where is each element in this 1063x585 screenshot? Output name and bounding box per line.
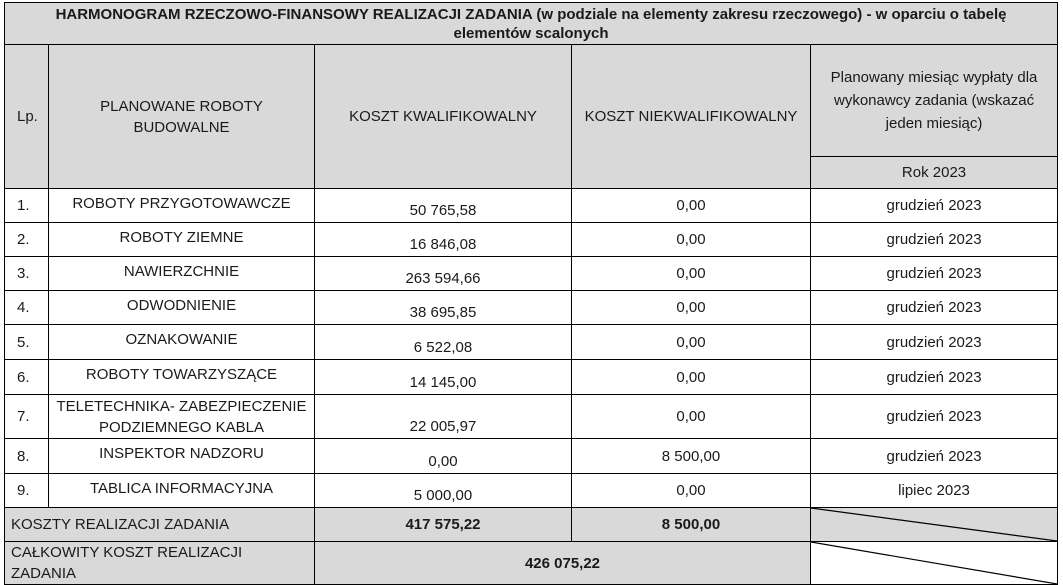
row-ineligible: 0,00 bbox=[572, 360, 811, 395]
grand-total: 426 075,22 bbox=[315, 542, 811, 585]
row-lp: 3. bbox=[5, 257, 49, 291]
row-ineligible: 0,00 bbox=[572, 325, 811, 360]
row-lp: 4. bbox=[5, 291, 49, 325]
row-name: TABLICA INFORMACYJNA bbox=[49, 474, 315, 508]
row-lp: 9. bbox=[5, 474, 49, 508]
row-month: grudzień 2023 bbox=[811, 395, 1058, 439]
row-lp: 1. bbox=[5, 189, 49, 223]
row-eligible: 6 522,08 bbox=[315, 325, 572, 360]
eligible-total: 417 575,22 bbox=[315, 508, 572, 542]
row-ineligible: 0,00 bbox=[572, 257, 811, 291]
table-row bbox=[5, 325, 1058, 360]
row-eligible: 50 765,58 bbox=[315, 189, 572, 223]
row-name: OZNAKOWANIE bbox=[49, 325, 315, 360]
header-lp: Lp. bbox=[5, 45, 49, 189]
row-lp: 5. bbox=[5, 325, 49, 360]
row-ineligible: 0,00 bbox=[572, 223, 811, 257]
schedule-table bbox=[4, 2, 1058, 585]
row-eligible: 22 005,97 bbox=[315, 395, 572, 439]
table-row bbox=[5, 223, 1058, 257]
row-ineligible: 0,00 bbox=[572, 474, 811, 508]
diagonal-line bbox=[811, 542, 1057, 584]
table-row bbox=[5, 291, 1058, 325]
row-name: ROBOTY PRZYGOTOWAWCZE bbox=[49, 189, 315, 223]
row-ineligible: 8 500,00 bbox=[572, 439, 811, 474]
row-lp: 6. bbox=[5, 360, 49, 395]
row-month: grudzień 2023 bbox=[811, 291, 1058, 325]
header-ineligible: KOSZT NIEKWALIFIKOWALNY bbox=[572, 45, 811, 189]
row-eligible: 38 695,85 bbox=[315, 291, 572, 325]
row-month: lipiec 2023 bbox=[811, 474, 1058, 508]
row-name: NAWIERZCHNIE bbox=[49, 257, 315, 291]
row-month: grudzień 2023 bbox=[811, 360, 1058, 395]
row-eligible: 16 846,08 bbox=[315, 223, 572, 257]
row-eligible: 263 594,66 bbox=[315, 257, 572, 291]
row-name: ROBOTY TOWARZYSZĄCE bbox=[49, 360, 315, 395]
crossed-cell bbox=[811, 542, 1058, 585]
header-month: Planowany miesiąc wypłaty dla wykonawcy zadania (wskazać jeden miesiąc) bbox=[811, 45, 1058, 157]
row-month: grudzień 2023 bbox=[811, 189, 1058, 223]
table-row bbox=[5, 189, 1058, 223]
row-name: INSPEKTOR NADZORU bbox=[49, 439, 315, 474]
ineligible-total: 8 500,00 bbox=[572, 508, 811, 542]
table-row bbox=[5, 360, 1058, 395]
table-row bbox=[5, 395, 1058, 439]
diagonal-line bbox=[811, 508, 1057, 541]
costs-label: KOSZTY REALIZACJI ZADANIA bbox=[5, 508, 315, 542]
row-name: ROBOTY ZIEMNE bbox=[49, 223, 315, 257]
row-ineligible: 0,00 bbox=[572, 189, 811, 223]
row-month: grudzień 2023 bbox=[811, 257, 1058, 291]
row-eligible: 0,00 bbox=[315, 439, 572, 474]
row-eligible: 14 145,00 bbox=[315, 360, 572, 395]
table-title: HARMONOGRAM RZECZOWO-FINANSOWY REALIZACJI ZADANIA (w podziale na elementy zakresu rzeczowego) - w oparciu o tabelę elementów scalonych bbox=[5, 3, 1058, 45]
table-row bbox=[5, 439, 1058, 474]
table-row bbox=[5, 257, 1058, 291]
row-ineligible: 0,00 bbox=[572, 291, 811, 325]
header-year: Rok 2023 bbox=[811, 157, 1058, 189]
row-name: ODWODNIENIE bbox=[49, 291, 315, 325]
row-lp: 2. bbox=[5, 223, 49, 257]
row-month: grudzień 2023 bbox=[811, 325, 1058, 360]
grand-total-label: CAŁKOWITY KOSZT REALIZACJI ZADANIA bbox=[5, 542, 315, 585]
table-row bbox=[5, 474, 1058, 508]
row-eligible: 5 000,00 bbox=[315, 474, 572, 508]
row-lp: 8. bbox=[5, 439, 49, 474]
row-lp: 7. bbox=[5, 395, 49, 439]
crossed-cell bbox=[811, 508, 1058, 542]
row-ineligible: 0,00 bbox=[572, 395, 811, 439]
row-month: grudzień 2023 bbox=[811, 223, 1058, 257]
header-works: PLANOWANE ROBOTY BUDOWALNE bbox=[49, 45, 315, 189]
header-eligible: KOSZT KWALIFIKOWALNY bbox=[315, 45, 572, 189]
row-name: TELETECHNIKA- ZABEZPIECZENIE PODZIEMNEGO KABLA bbox=[49, 395, 315, 439]
row-month: grudzień 2023 bbox=[811, 439, 1058, 474]
